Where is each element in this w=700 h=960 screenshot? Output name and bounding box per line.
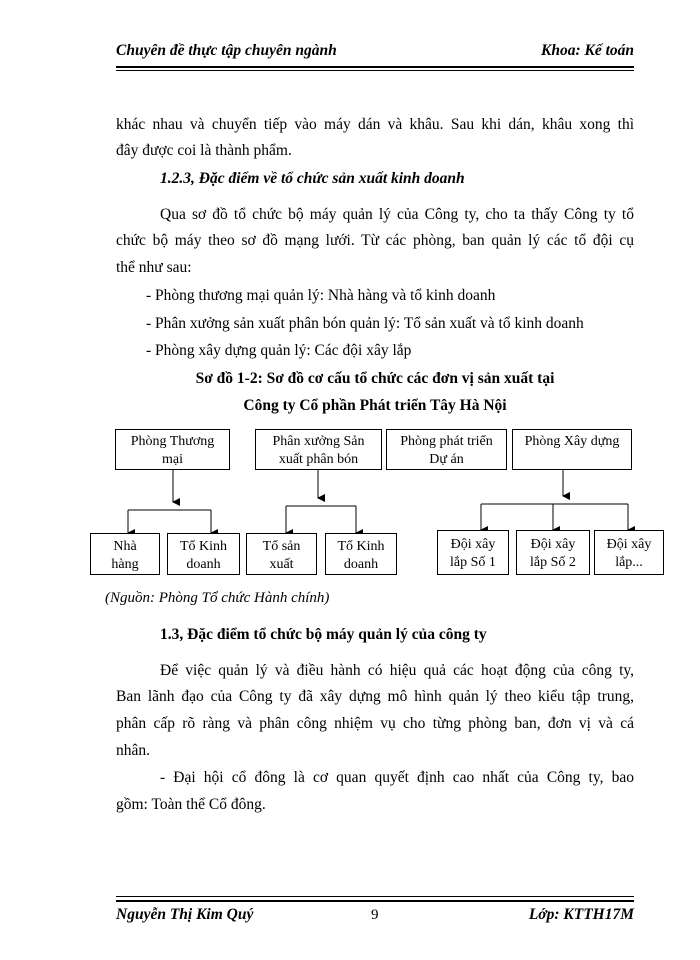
box-to-kinh-doanh-2	[325, 533, 397, 575]
bullet-3: - Phòng xây dựng quản lý: Các đội xây lắp	[146, 342, 412, 359]
header-title: Chuyên đề thực tập chuyên ngành	[116, 42, 337, 59]
box-text: doanh	[343, 557, 379, 572]
box-text: Tổ Kinh	[337, 539, 385, 554]
box-to-kinh-doanh-1	[167, 533, 240, 575]
box-text: Phòng phát triển	[400, 434, 493, 449]
box-doi-xay-lap-2	[516, 530, 590, 575]
footer-author: Nguyễn Thị Kim Quý	[116, 906, 254, 923]
para1-line1: khác nhau và chuyển tiếp vào máy dán và khâu. Sau khi dán, khâu xong thì	[116, 116, 634, 133]
box-phong-phat-trien	[386, 429, 507, 470]
box-to-san-xuat	[246, 533, 317, 575]
box-text: Đội xây	[530, 537, 576, 552]
diagram-caption-line2: Công ty Cổ phần Phát triển Tây Hà Nội	[243, 397, 507, 414]
footer-class: Lớp: KTTH17M	[528, 906, 634, 923]
header-department: Khoa: Kế toán	[540, 42, 634, 59]
page-footer	[116, 906, 634, 928]
bullet-1: - Phòng thương mại quản lý: Nhà hàng và tổ kinh doanh	[146, 287, 496, 304]
diagram-caption-line1: Sơ đồ 1-2: Sơ đồ cơ cấu tổ chức các đơn vị sản xuất tại	[195, 370, 555, 387]
box-text: xuất phân bón	[278, 452, 359, 467]
diagram-source: (Nguồn: Phòng Tổ chức Hành chính)	[105, 590, 330, 606]
page-number: 9	[371, 907, 379, 923]
box-text: Nhà	[113, 539, 137, 554]
box-nha-hang	[90, 533, 160, 575]
box-text: xuất	[269, 557, 294, 572]
box-phong-thuong-mai	[115, 429, 230, 470]
box-text: lắp...	[615, 555, 643, 570]
para3-line3: phân cấp rõ ràng và phân công nhiệm vụ cho từng phòng ban, đơn vị và cá	[116, 715, 634, 732]
box-text: Phòng Xây dựng	[524, 434, 620, 449]
para4-line2: gồm: Toàn thể Cổ đông.	[116, 796, 266, 813]
box-text: Phòng Thương	[130, 434, 215, 449]
box-text: hàng	[111, 557, 139, 572]
para1-line2: đây được coi là thành phẩm.	[116, 142, 292, 159]
para2-line2: chức bộ máy theo sơ đồ mạng lưới. Từ các phòng, ban quản lý các tổ đội cụ	[116, 232, 634, 249]
para2-line3: thể như sau:	[116, 259, 192, 276]
section-heading-1-3: 1.3, Đặc điểm tổ chức bộ máy quản lý của công ty	[160, 626, 487, 643]
box-text: lắp Số 1	[450, 555, 496, 570]
para3-line2: Ban lãnh đạo của Công ty đã xây dựng mô hình quản lý theo kiểu tập trung,	[116, 688, 634, 705]
box-text: doanh	[186, 557, 221, 572]
footer-rule	[116, 900, 634, 902]
box-text: Tổ sản	[262, 539, 301, 554]
box-phan-xuong	[255, 429, 382, 470]
box-phong-xay-dung	[512, 429, 632, 470]
box-text: Đội xây	[606, 537, 652, 552]
bullet-2: - Phân xưởng sản xuất phân bón quản lý: Tổ sản xuất và tổ kinh doanh	[146, 315, 584, 332]
box-text: lắp Số 2	[530, 555, 576, 570]
para2-line1: Qua sơ đồ tổ chức bộ máy quản lý của Công ty, cho ta thấy Công ty tổ	[160, 206, 634, 223]
footer-rule-thin	[116, 896, 634, 897]
para3-line1: Để việc quản lý và điều hành có hiệu quả các hoạt động của công ty,	[160, 662, 634, 679]
box-text: Phân xưởng Sản	[272, 434, 365, 449]
box-text: Tổ Kinh	[179, 539, 228, 554]
para3-line4: nhân.	[116, 742, 151, 759]
box-doi-xay-lap-3	[594, 530, 664, 575]
para4-line1: - Đại hội cổ đông là cơ quan quyết định cao nhất của Công ty, bao	[160, 769, 634, 786]
box-text: Dự án	[429, 452, 464, 467]
box-doi-xay-lap-1	[437, 530, 509, 575]
box-text: mại	[162, 452, 183, 467]
box-text: Đội xây	[450, 537, 496, 552]
section-heading-1-2-3: 1.2.3, Đặc điểm về tổ chức sản xuất kinh doanh	[160, 170, 465, 187]
